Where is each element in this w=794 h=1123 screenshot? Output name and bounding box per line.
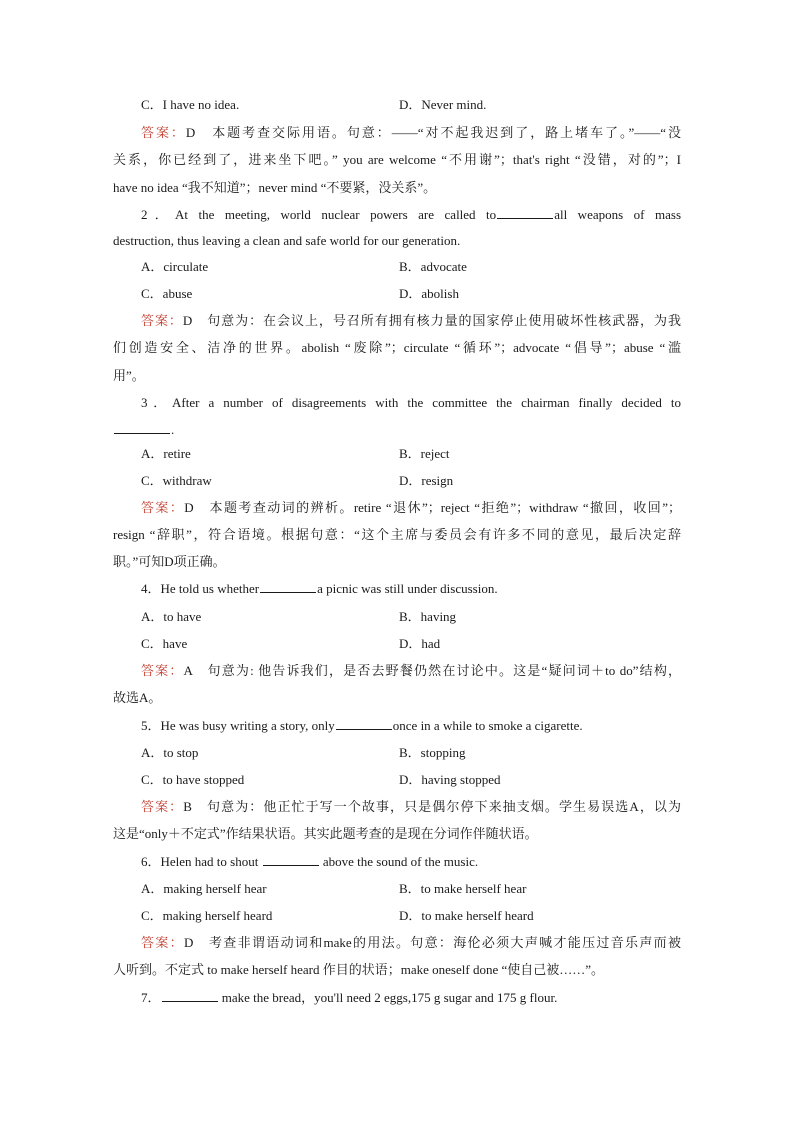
q7-stem-text: 7． — [141, 990, 161, 1005]
answer-label: 答案： — [141, 935, 184, 950]
q2-option-c: C．abuse — [141, 286, 193, 301]
q2-option-b: B．advocate — [399, 259, 467, 274]
answer-text: A 句意为: 他告诉我们，是否去野餐仍然在讨论中。这是“疑问词＋to do”结构， — [183, 663, 681, 678]
q6-stem — [113, 852, 681, 872]
q6-answer-line — [113, 933, 681, 953]
q3-option-a: A．retire — [141, 446, 191, 461]
q2-stem-text: 2．At the meeting, world nuclear powers are called to — [141, 207, 497, 222]
q6-option-b: B．to make herself hear — [399, 881, 527, 896]
q6-stem-text: above the sound of the music. — [322, 854, 479, 869]
q7-stem-text: make the bread，you'll need 2 eggs,175 g sugar and 175 g flour. — [221, 990, 558, 1005]
q2-stem-text: all weapons of mass — [554, 207, 682, 222]
q5-option-c: C．to have stopped — [141, 772, 245, 787]
q5-stem — [113, 716, 681, 736]
answer-text: B 句意为：他正忙于写一个故事，只是偶尔停下来抽支烟。学生易误选A，以为 — [183, 799, 681, 814]
answer-blank — [162, 989, 218, 1002]
q2-stem-line: destruction, thus leaving a clean and safe world for our generation. — [113, 233, 461, 248]
q3-stem-text: . — [171, 422, 175, 437]
q4-stem-text: 4．He told us whether — [141, 581, 260, 596]
q4-option-c: C．have — [141, 636, 188, 651]
q3-option-b: B．reject — [399, 446, 450, 461]
q6-answer-line: 人听到。不定式 to make herself heard 作目的状语；make oneself done “使自己被……”。 — [113, 962, 605, 977]
q5-stem-text: 5．He was busy writing a story, only — [141, 718, 335, 733]
q4-option-a: A．to have — [141, 609, 202, 624]
q5-answer-line — [113, 797, 681, 817]
answer-label: 答案： — [141, 125, 186, 140]
answer-label: 答案： — [141, 663, 184, 678]
q6-option-a: A．making herself hear — [141, 881, 267, 896]
answer-text: D 考查非谓语动词和make的用法。句意：海伦必须大声喊才能压过音乐声而被 — [183, 935, 681, 950]
answer-blank — [336, 717, 392, 730]
q4-option-d: D．had — [399, 636, 441, 651]
q3-answer-line: 职。”可知D项正确。 — [113, 554, 226, 569]
answer-text: D 本题考查动词的辨析。retire “退休”；reject “拒绝”；withdraw “撤回，收回”； — [184, 500, 681, 515]
q1-answer-line: 关系，你已经到了，进来坐下吧。” you are welcome “不用谢”；that's right “没错，对的”；I — [113, 152, 681, 167]
q2-stem — [113, 205, 681, 225]
q1-answer-line — [113, 123, 681, 143]
q5-stem-text: once in a while to smoke a cigarette. — [392, 718, 583, 733]
answer-blank — [263, 853, 319, 866]
q5-option-a: A．to stop — [141, 745, 199, 760]
q2-answer-line — [113, 311, 681, 331]
q3-answer-line — [113, 498, 681, 518]
q4-stem — [113, 579, 681, 599]
q4-option-b: B．having — [399, 609, 457, 624]
q4-answer-line — [113, 661, 681, 681]
q5-option-d: D．having stopped — [399, 772, 501, 787]
q2-option-d: D．abolish — [399, 286, 459, 301]
answer-label: 答案： — [141, 313, 183, 328]
q3-stem-line — [113, 420, 681, 440]
q3-stem: 3．After a number of disagreements with the committee the chairman finally decided to — [141, 395, 681, 410]
q1-option-d: D．Never mind. — [399, 97, 487, 112]
q6-stem-text: 6．Helen had to shout — [141, 854, 259, 869]
answer-blank — [114, 421, 170, 434]
q6-option-d: D．to make herself heard — [399, 908, 534, 923]
q6-option-c: C．making herself heard — [141, 908, 273, 923]
answer-blank — [497, 206, 553, 219]
answer-label: 答案： — [141, 500, 185, 515]
q3-answer-line: resign “辞职”，符合语境。根据句意：“这个主席与委员会有许多不同的意见，最后决定辞 — [113, 527, 681, 542]
answer-label: 答案： — [141, 799, 184, 814]
q5-answer-line: 这是“only＋不定式”作结果状语。其实此题考查的是现在分词作伴随状语。 — [113, 826, 538, 841]
q4-stem-text: a picnic was still under discussion. — [317, 581, 498, 596]
q3-option-c: C．withdraw — [141, 473, 212, 488]
q4-answer-line: 故选A。 — [113, 690, 162, 705]
answer-text: D 本题考查交际用语。句意：——“对不起我迟到了，路上堵车了。”——“没 — [185, 125, 681, 140]
q2-option-a: A．circulate — [141, 259, 209, 274]
q1-option-c: C．I have no idea. — [141, 97, 240, 112]
q3-option-d: D．resign — [399, 473, 454, 488]
answer-text: D 句意为：在会议上，号召所有拥有核力量的国家停止使用破坏性核武器，为我 — [182, 313, 681, 328]
q7-stem — [113, 988, 681, 1008]
q5-option-b: B．stopping — [399, 745, 466, 760]
q2-answer-line: 用”。 — [113, 368, 145, 383]
q2-answer-line: 们创造安全、洁净的世界。abolish “废除”；circulate “循环”；advocate “倡导”；abuse “滥 — [113, 340, 681, 355]
answer-blank — [260, 580, 316, 593]
q1-answer-line: have no idea “我不知道”；never mind “不要紧，没关系”。 — [113, 180, 437, 195]
